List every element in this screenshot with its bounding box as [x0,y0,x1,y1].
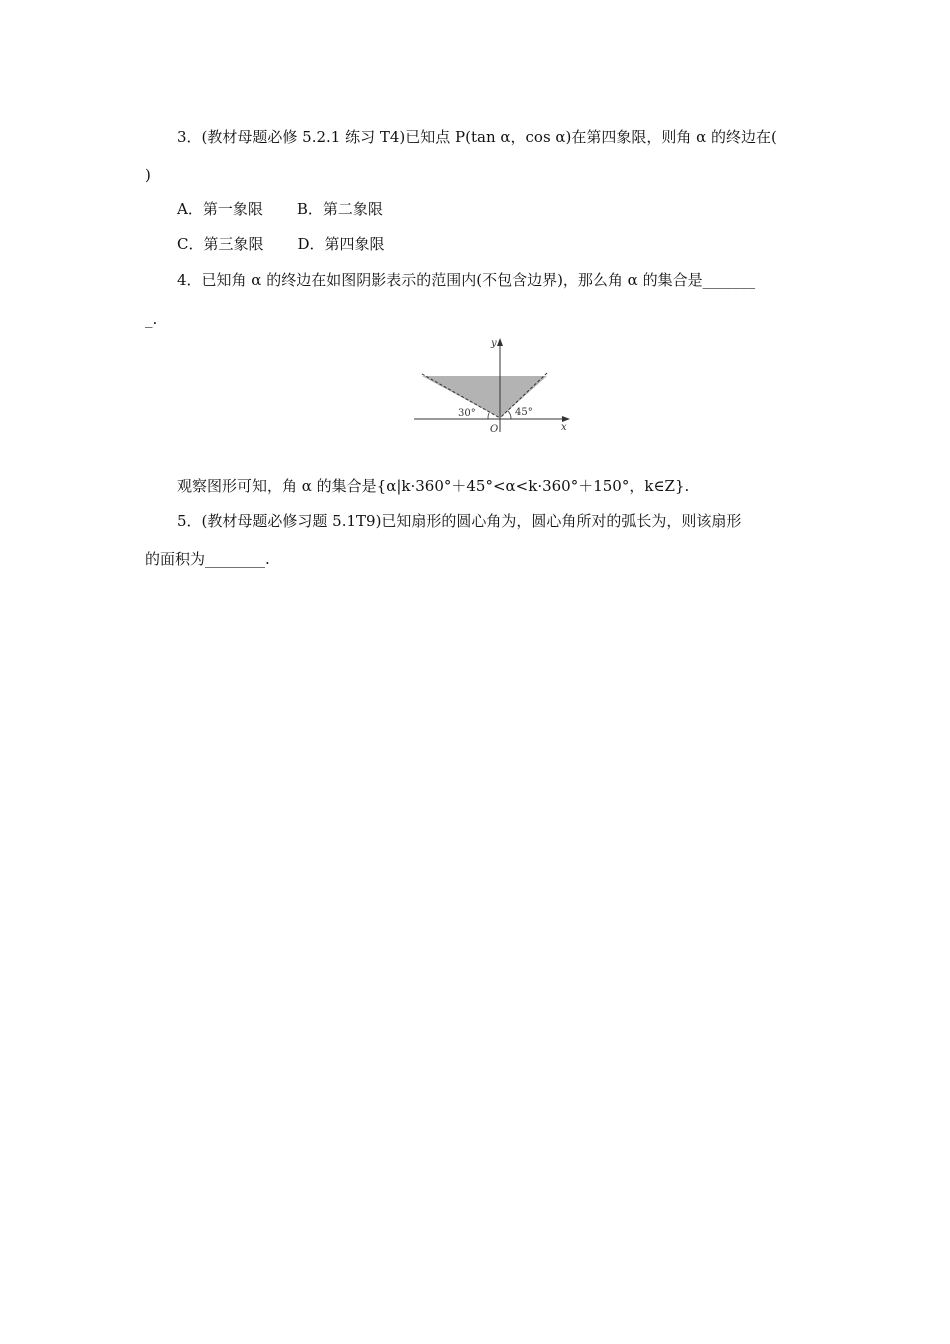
q5-line2: 的面积为________. [145,550,270,568]
y-axis-label: y [491,338,497,349]
q3-line1: 3．(教材母题必修 5.2.1 练习 T4)已知点 P(tan α，cos α)在第四象限，则角 α 的终边在( [177,128,777,146]
origin-label: O [490,424,499,435]
y-axis-arrow [497,338,503,346]
option-b: B．第二象限 [296,200,383,218]
arc-30deg [488,413,489,419]
option-d: D．第四象限 [297,235,385,253]
option-a: A．第一象限 [177,200,263,218]
x-axis-label: x [561,422,567,433]
q3-line2: ) [145,166,151,184]
q3-options-row2 [177,234,385,254]
answer-4: 观察图形可知，角 α 的集合是{α|k·360°＋45°<α<k·360°＋150°，k∈Z}. [177,477,690,495]
q3-options-row1 [177,199,383,219]
q4-line2: _. [145,310,158,328]
angle-30-label: 30° [458,408,476,419]
arc-45deg [508,411,511,419]
q5-line1: 5．(教材母题必修习题 5.1T9)已知扇形的圆心角为，圆心角所对的弧长为，则该扇形 [177,512,742,530]
option-c: C．第三象限 [177,235,264,253]
angle-figure [412,334,572,436]
q4-line1: 4．已知角 α 的终边在如图阴影表示的范围内(不包含边界)，那么角 α 的集合是_______ [177,271,756,289]
angle-45-label: 45° [515,407,533,418]
